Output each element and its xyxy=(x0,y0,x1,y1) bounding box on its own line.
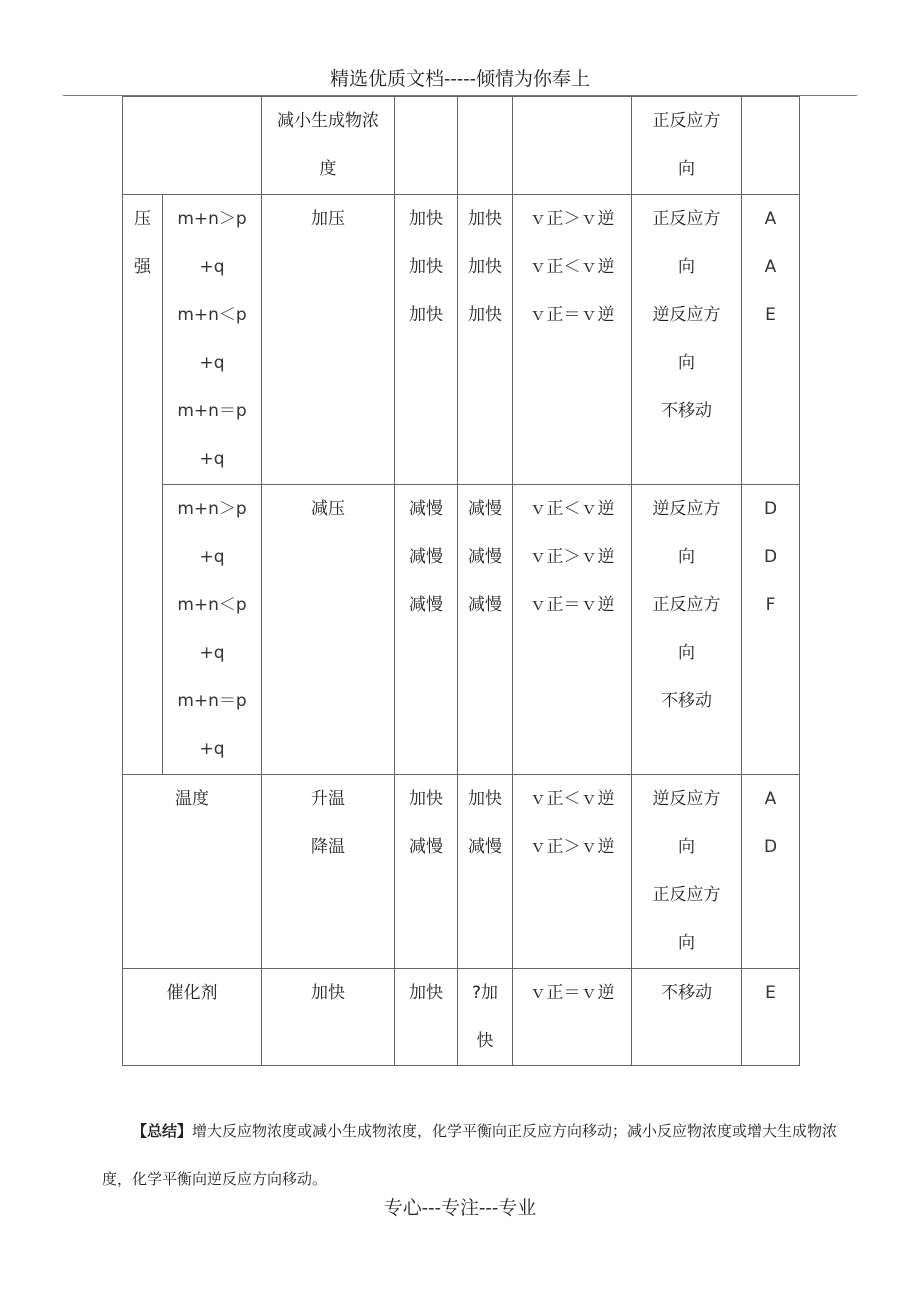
v-reverse-cell xyxy=(458,97,513,195)
factor-cell xyxy=(123,97,262,195)
condition-cell: 减小生成物浓 度 xyxy=(262,97,395,195)
v-forward-cell: 减慢 减慢 减慢 xyxy=(395,485,458,775)
page-header: 精选优质文档-----倾情为你奉上 xyxy=(329,68,591,90)
table-row xyxy=(123,485,800,775)
direction-cell: 逆反应方 向 正反应方 向 xyxy=(632,775,742,969)
summary-label: 【总结】 xyxy=(132,1122,193,1140)
relation-cell: m+n＞p +q m+n＜p +q m+n＝p +q xyxy=(163,195,262,485)
summary-paragraph xyxy=(102,1107,862,1203)
compare-cell xyxy=(513,97,632,195)
condition-cell: 加压 xyxy=(262,195,395,485)
factor-pressure-cell: 压 强 xyxy=(123,195,163,775)
direction-cell: 正反应方 向 逆反应方 向 不移动 xyxy=(632,195,742,485)
condition-cell: 减压 xyxy=(262,485,395,775)
v-forward-cell: 加快 减慢 xyxy=(395,775,458,969)
condition-cell: 加快 xyxy=(262,969,395,1066)
page-footer: 专心---专注---专业 xyxy=(383,1197,537,1219)
summary xyxy=(102,1107,862,1203)
graph-cell: D D F xyxy=(742,485,800,775)
graph-cell: A A E xyxy=(742,195,800,485)
v-forward-cell: 加快 xyxy=(395,969,458,1066)
v-reverse-cell: ?加 快 xyxy=(458,969,513,1066)
v-reverse-cell: 加快 加快 加快 xyxy=(458,195,513,485)
relation-cell: m+n＞p +q m+n＜p +q m+n＝p +q xyxy=(163,485,262,775)
v-reverse-cell: 加快 减慢 xyxy=(458,775,513,969)
v-reverse-cell: 减慢 减慢 减慢 xyxy=(458,485,513,775)
v-forward-cell xyxy=(395,97,458,195)
compare-cell: ｖ正＝ｖ逆 xyxy=(513,969,632,1066)
direction-cell: 逆反应方 向 正反应方 向 不移动 xyxy=(632,485,742,775)
table-row xyxy=(123,195,800,485)
factor-cell: 催化剂 xyxy=(123,969,262,1066)
table-row xyxy=(123,775,800,969)
graph-cell: E xyxy=(742,969,800,1066)
graph-cell xyxy=(742,97,800,195)
condition-cell: 升温 降温 xyxy=(262,775,395,969)
graph-cell: A D xyxy=(742,775,800,969)
v-forward-cell: 加快 加快 加快 xyxy=(395,195,458,485)
compare-cell: ｖ正＜ｖ逆 ｖ正＞ｖ逆 ｖ正＝ｖ逆 xyxy=(513,485,632,775)
table-row xyxy=(123,969,800,1066)
summary-text: 增大反应物浓度或减小生成物浓度，化学平衡向正反应方向移动；减小反应物浓度或增大生成物浓度，化学平衡向逆反应方向移动。 xyxy=(102,1122,838,1188)
compare-cell: ｖ正＞ｖ逆 ｖ正＜ｖ逆 ｖ正＝ｖ逆 xyxy=(513,195,632,485)
table-row xyxy=(123,97,800,195)
direction-cell: 不移动 xyxy=(632,969,742,1066)
compare-cell: ｖ正＜ｖ逆 ｖ正＞ｖ逆 xyxy=(513,775,632,969)
direction-cell: 正反应方 向 xyxy=(632,97,742,195)
equilibrium-table xyxy=(122,96,800,1066)
factor-cell: 温度 xyxy=(123,775,262,969)
